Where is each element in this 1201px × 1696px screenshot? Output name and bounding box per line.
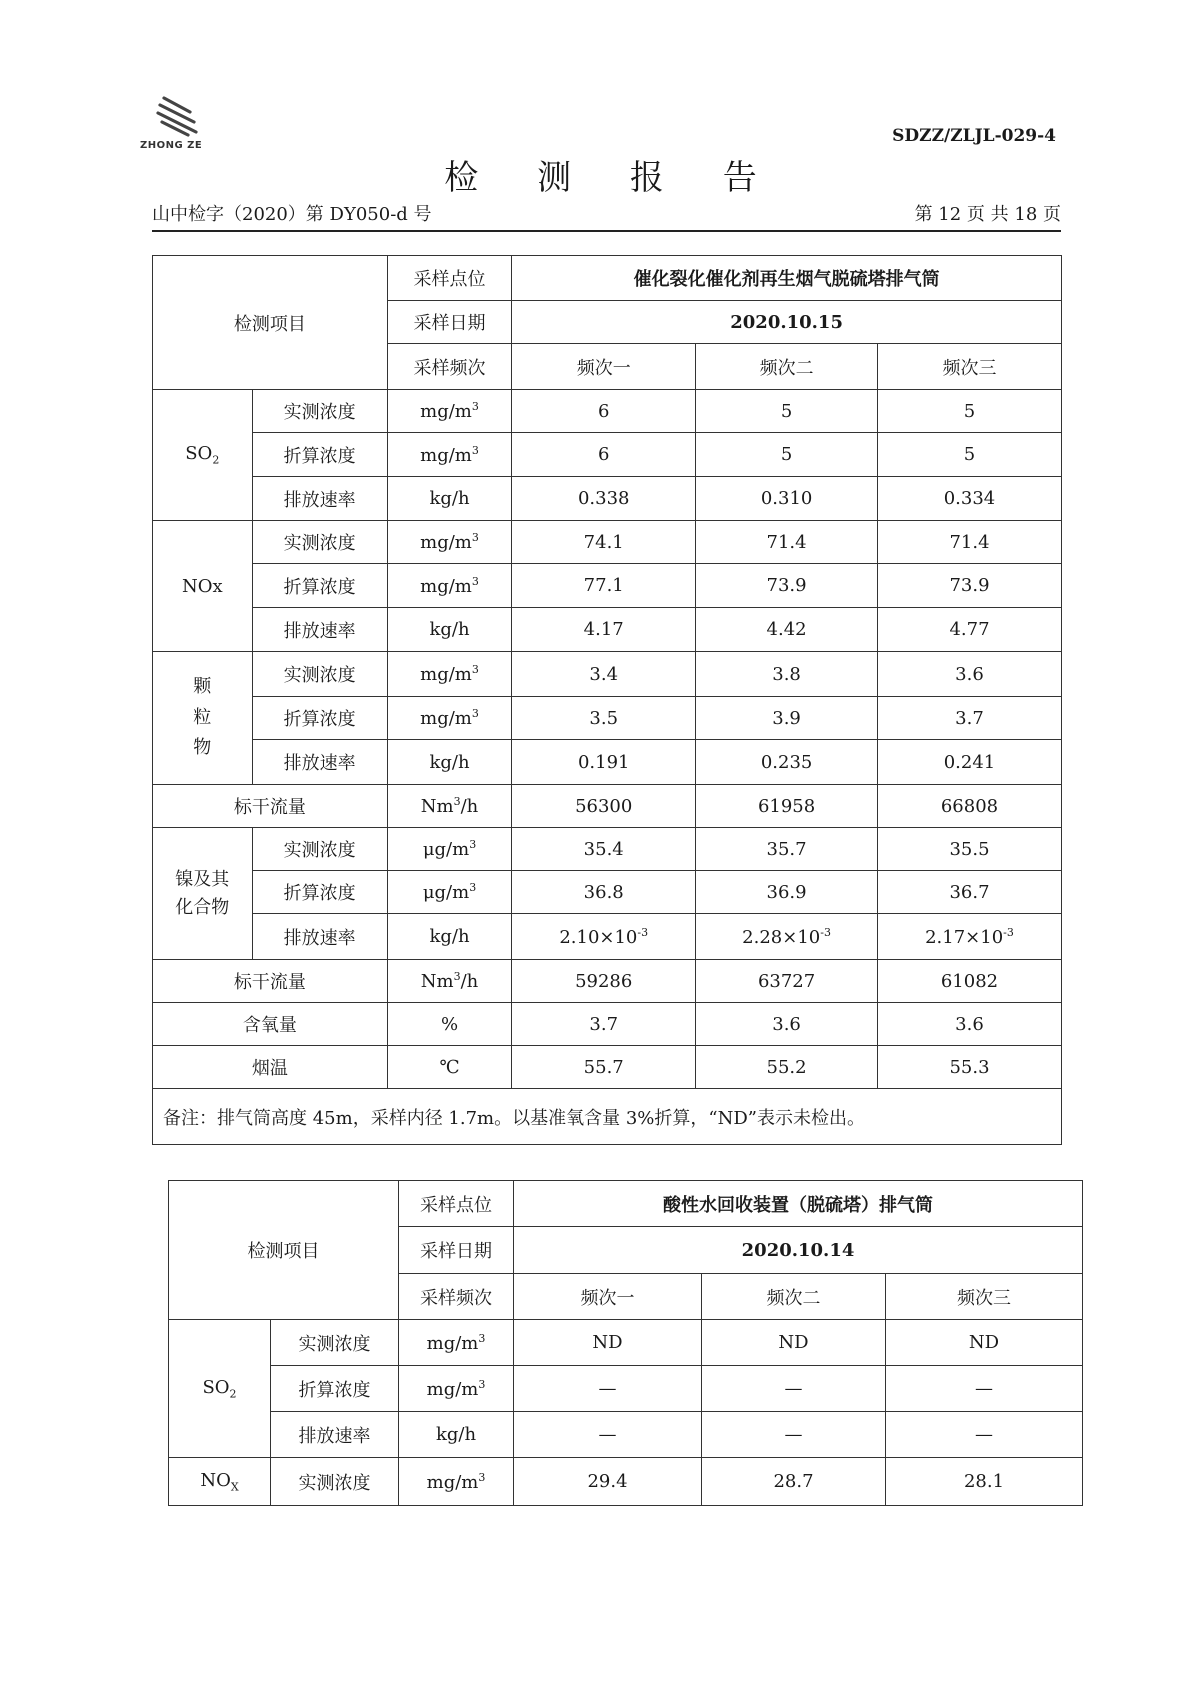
table-row: [153, 390, 1062, 433]
value-cell: —: [886, 1366, 1083, 1412]
table-row: [153, 740, 1062, 785]
table-row: [153, 1003, 1062, 1046]
group-so2: $SO_2$: [169, 1320, 271, 1458]
parameter-name: 实测浓度: [252, 652, 387, 697]
value-cell: 3.7: [512, 1003, 696, 1046]
document-code: SDZZ/ZLJL-029-4: [892, 126, 1056, 146]
value-cell: 61958: [696, 785, 878, 828]
unit: $mg/m^3$: [387, 652, 511, 697]
table-row: [153, 477, 1062, 521]
table-row: [153, 652, 1062, 697]
value-cell: 3.6: [696, 1003, 878, 1046]
table-row: [153, 828, 1062, 871]
parameter-name: 折算浓度: [252, 564, 387, 608]
value-cell: 3.7: [877, 697, 1061, 740]
unit: kg/h: [387, 740, 511, 785]
value-cell: 36.8: [512, 871, 696, 914]
table-row: [153, 433, 1062, 477]
value-cell: 61082: [877, 960, 1061, 1003]
frequency-header: 频次二: [702, 1274, 886, 1320]
value-cell: 3.4: [512, 652, 696, 697]
parameter-name: 折算浓度: [271, 1366, 399, 1412]
value-cell: 73.9: [877, 564, 1061, 608]
value-cell: 5: [696, 433, 878, 477]
sampling-point-value: 酸性水回收装置（脱硫塔）排气筒: [514, 1181, 1083, 1227]
value-cell: 28.1: [886, 1458, 1083, 1506]
test-item-label: 检测项目: [153, 256, 388, 390]
unit: $mg/m^3$: [399, 1458, 514, 1506]
sampling-date-label: 采样日期: [399, 1227, 514, 1274]
table-row: [153, 564, 1062, 608]
frequency-header: 频次一: [512, 344, 696, 390]
value-cell: 6: [512, 390, 696, 433]
value-cell: 4.17: [512, 608, 696, 652]
parameter-name: 折算浓度: [252, 433, 387, 477]
value-cell: 0.235: [696, 740, 878, 785]
value-cell: 29.4: [514, 1458, 702, 1506]
unit: $mg/m^3$: [387, 564, 511, 608]
table-row: [169, 1458, 1083, 1506]
group-nickel-compounds: 镍及其 化合物: [153, 828, 253, 960]
group-nox: NOx: [153, 521, 253, 652]
table-row: [169, 1181, 1083, 1227]
sampling-frequency-label: 采样频次: [387, 344, 511, 390]
unit: kg/h: [387, 914, 511, 960]
table-row: [153, 1089, 1062, 1145]
table-row: [153, 697, 1062, 740]
table-row: [153, 608, 1062, 652]
unit: kg/h: [399, 1412, 514, 1458]
table-row: [169, 1412, 1083, 1458]
value-cell: 3.6: [877, 1003, 1061, 1046]
parameter-name: 排放速率: [252, 608, 387, 652]
unit: $mg/m^3$: [399, 1366, 514, 1412]
value-cell: —: [702, 1366, 886, 1412]
value-cell: 5: [696, 390, 878, 433]
value-cell: 3.8: [696, 652, 878, 697]
frequency-header: 频次三: [877, 344, 1061, 390]
logo-stripes-icon: [150, 92, 210, 138]
value-cell: 35.5: [877, 828, 1061, 871]
report-number: 山中检字（2020）第 DY050-d 号: [152, 204, 432, 225]
value-cell: —: [514, 1412, 702, 1458]
value-cell: 55.7: [512, 1046, 696, 1089]
parameter-name: 折算浓度: [252, 871, 387, 914]
sampling-date-label: 采样日期: [387, 301, 511, 344]
value-cell: 5: [877, 390, 1061, 433]
unit: $\mu g/m^3$: [387, 828, 511, 871]
parameter-name: 排放速率: [271, 1412, 399, 1458]
parameter-name: 排放速率: [252, 914, 387, 960]
logo-text: ZHONG ZE: [140, 140, 203, 151]
unit: $mg/m^3$: [387, 697, 511, 740]
unit: %: [387, 1003, 511, 1046]
value-cell: 66808: [877, 785, 1061, 828]
value-cell: —: [886, 1412, 1083, 1458]
value-cell: 36.9: [696, 871, 878, 914]
parameter-name: 含氧量: [153, 1003, 388, 1046]
value-cell: 55.3: [877, 1046, 1061, 1089]
unit: $\mu g/m^3$: [387, 871, 511, 914]
parameter-name: 烟温: [153, 1046, 388, 1089]
table-row: [169, 1320, 1083, 1366]
value-cell: 0.241: [877, 740, 1061, 785]
value-cell: 0.191: [512, 740, 696, 785]
unit: ℃: [387, 1046, 511, 1089]
table-row: [153, 1046, 1062, 1089]
report-title: 检 测 报 告: [444, 158, 781, 198]
value-cell: $2.28\times 10^{-3}$: [696, 914, 878, 960]
value-cell: 36.7: [877, 871, 1061, 914]
value-cell: 71.4: [877, 521, 1061, 564]
group-nox: $NO_X$: [169, 1458, 271, 1506]
value-cell: 0.310: [696, 477, 878, 521]
unit: Nm$^3$/h: [387, 960, 511, 1003]
value-cell: 35.7: [696, 828, 878, 871]
value-cell: 56300: [512, 785, 696, 828]
unit: $mg/m^3$: [387, 433, 511, 477]
value-cell: 5: [877, 433, 1061, 477]
sampling-point-value: 催化裂化催化剂再生烟气脱硫塔排气筒: [512, 256, 1062, 301]
value-cell: 0.338: [512, 477, 696, 521]
value-cell: ND: [514, 1320, 702, 1366]
value-cell: 74.1: [512, 521, 696, 564]
page-number: 第 12 页 共 18 页: [914, 204, 1061, 225]
parameter-name: 实测浓度: [271, 1458, 399, 1506]
parameter-name: 排放速率: [252, 477, 387, 521]
value-cell: $2.17\times 10^{-3}$: [877, 914, 1061, 960]
parameter-name: 实测浓度: [252, 828, 387, 871]
test-results-table-1: [152, 255, 1062, 1145]
value-cell: 4.77: [877, 608, 1061, 652]
value-cell: 3.5: [512, 697, 696, 740]
table-row: [153, 914, 1062, 960]
frequency-header: 频次三: [886, 1274, 1083, 1320]
parameter-name: 实测浓度: [252, 390, 387, 433]
table-row: [153, 960, 1062, 1003]
report-header-row: [152, 204, 1061, 232]
sampling-date-value: 2020.10.15: [512, 301, 1062, 344]
value-cell: 3.9: [696, 697, 878, 740]
unit: kg/h: [387, 477, 511, 521]
parameter-name: 实测浓度: [252, 521, 387, 564]
value-cell: 63727: [696, 960, 878, 1003]
table-note: 备注：排气筒高度 45m，采样内径 1.7m。以基准氧含量 3%折算，“ND”表示未检出。: [153, 1089, 1062, 1145]
unit: Nm$^3$/h: [387, 785, 511, 828]
unit: $mg/m^3$: [399, 1320, 514, 1366]
value-cell: 73.9: [696, 564, 878, 608]
unit: kg/h: [387, 608, 511, 652]
unit: $mg/m^3$: [387, 390, 511, 433]
value-cell: $2.10\times 10^{-3}$: [512, 914, 696, 960]
test-results-table-2: [168, 1180, 1083, 1506]
parameter-name: 折算浓度: [252, 697, 387, 740]
table-row: [169, 1366, 1083, 1412]
value-cell: 6: [512, 433, 696, 477]
test-item-label: 检测项目: [169, 1181, 399, 1320]
sampling-date-value: 2020.10.14: [514, 1227, 1083, 1274]
sampling-frequency-label: 采样频次: [399, 1274, 514, 1320]
value-cell: —: [514, 1366, 702, 1412]
value-cell: ND: [702, 1320, 886, 1366]
table-row: [153, 785, 1062, 828]
value-cell: 0.334: [877, 477, 1061, 521]
parameter-name: 排放速率: [252, 740, 387, 785]
value-cell: 59286: [512, 960, 696, 1003]
value-cell: 35.4: [512, 828, 696, 871]
sampling-point-label: 采样点位: [387, 256, 511, 301]
group-particulate: 颗 粒 物: [153, 652, 253, 785]
parameter-name: 实测浓度: [271, 1320, 399, 1366]
parameter-name: 标干流量: [153, 960, 388, 1003]
table-row: [153, 256, 1062, 301]
frequency-header: 频次二: [696, 344, 878, 390]
frequency-header: 频次一: [514, 1274, 702, 1320]
unit: $mg/m^3$: [387, 521, 511, 564]
value-cell: ND: [886, 1320, 1083, 1366]
group-so2: $SO_2$: [153, 390, 253, 521]
value-cell: 71.4: [696, 521, 878, 564]
value-cell: 28.7: [702, 1458, 886, 1506]
table-row: [153, 521, 1062, 564]
value-cell: 4.42: [696, 608, 878, 652]
value-cell: —: [702, 1412, 886, 1458]
value-cell: 3.6: [877, 652, 1061, 697]
value-cell: 77.1: [512, 564, 696, 608]
parameter-name: 标干流量: [153, 785, 388, 828]
sampling-point-label: 采样点位: [399, 1181, 514, 1227]
table-row: [153, 871, 1062, 914]
value-cell: 55.2: [696, 1046, 878, 1089]
